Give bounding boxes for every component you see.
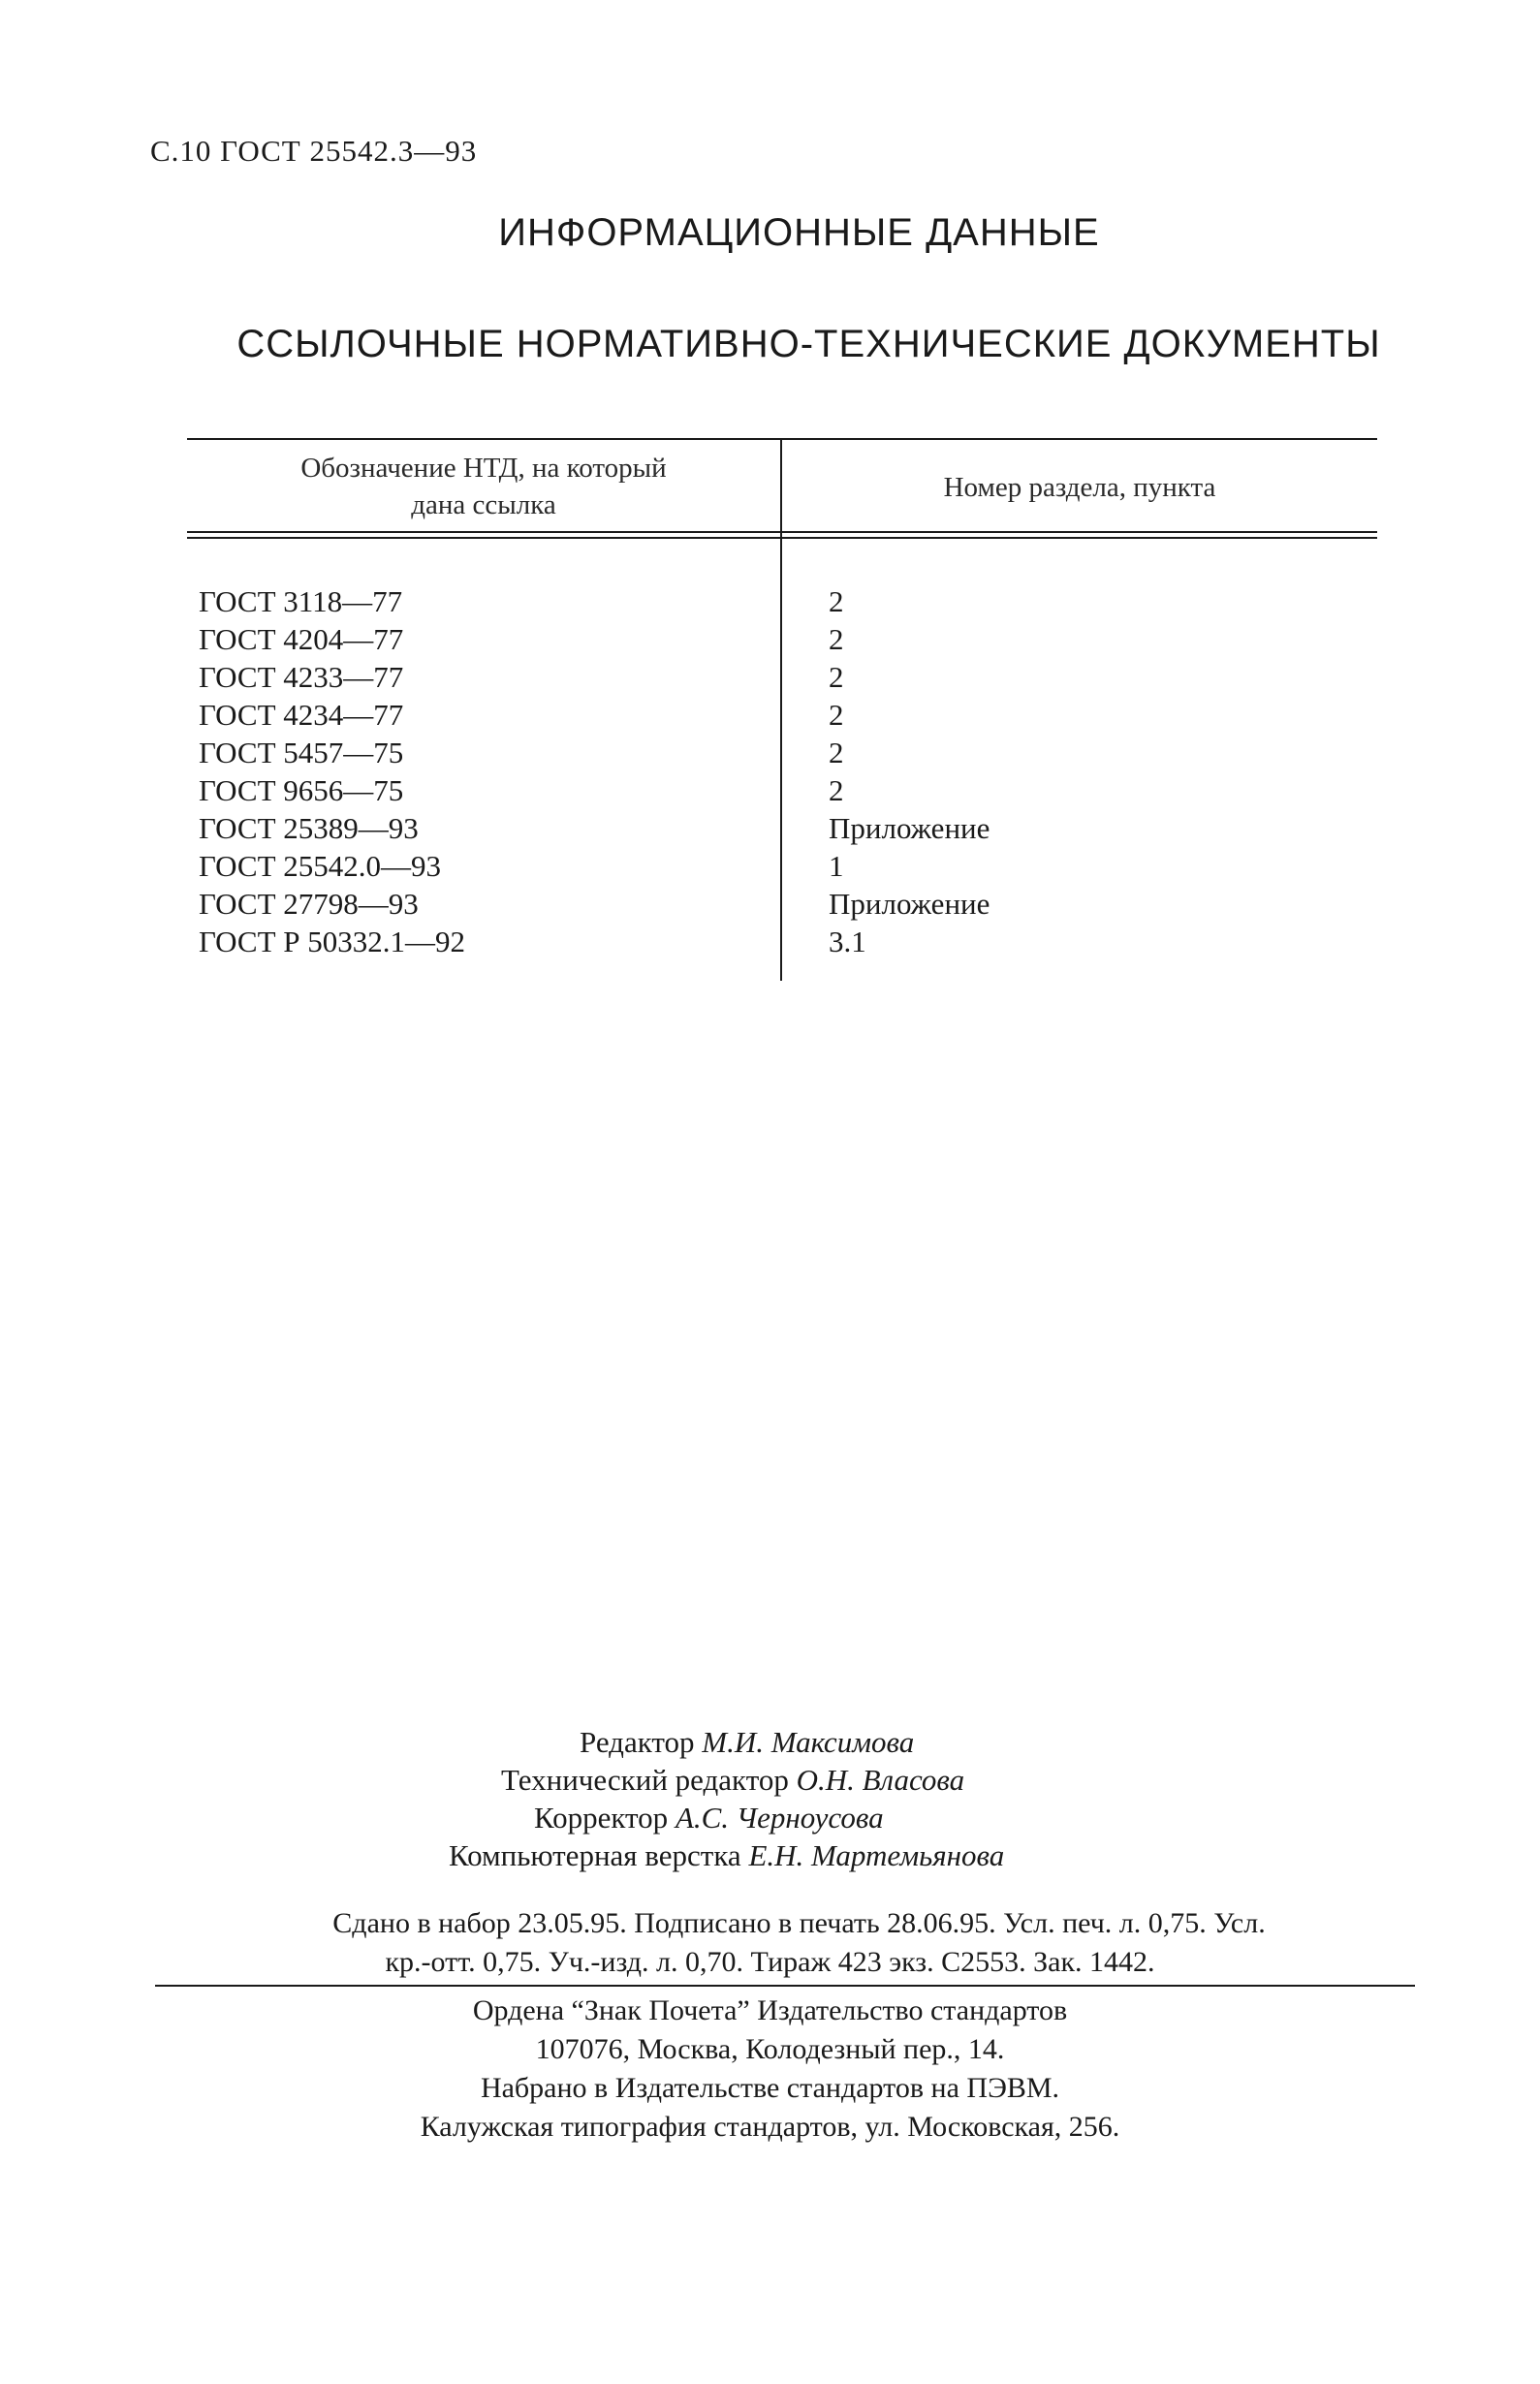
column-header-document-line2: дана ссылка <box>411 489 556 520</box>
tech-editor-label: Технический редактор <box>501 1763 789 1797</box>
editor-name: М.И. Максимова <box>702 1725 915 1759</box>
section-cell: Приложение <box>829 887 990 921</box>
table-header-rule-2 <box>187 537 1377 539</box>
table-row <box>199 809 419 847</box>
tech-editor-line <box>501 1763 964 1798</box>
document-cell: ГОСТ 25389—93 <box>199 811 419 845</box>
document-cell: ГОСТ 9656—75 <box>199 773 404 807</box>
imprint-line-2: кр.-отт. 0,75. Уч.-изд. л. 0,70. Тираж 423 экз. С2553. Зак. 1442. <box>385 1946 1155 1978</box>
column-header-document <box>187 450 780 523</box>
section-cell: 2 <box>829 660 844 694</box>
document-cell: ГОСТ Р 50332.1—92 <box>199 925 466 958</box>
column-header-document-line1: Обозначение НТД, на который <box>300 453 667 484</box>
document-cell: ГОСТ 5457—75 <box>199 736 404 769</box>
proofreader-label: Корректор <box>534 1801 669 1835</box>
imprint-line-5: Набрано в Издательстве стандартов на ПЭВМ. <box>480 2072 1060 2104</box>
table-column-divider <box>780 438 782 981</box>
section-cell: Приложение <box>829 811 990 845</box>
layout-line <box>449 1838 1004 1873</box>
table-row <box>199 696 403 734</box>
imprint-rule <box>155 1985 1415 1987</box>
layout-name: Е.Н. Мартемьянова <box>748 1838 1005 1872</box>
table-row <box>199 620 403 658</box>
column-header-section: Номер раздела, пункта <box>943 472 1216 503</box>
section-cell: 2 <box>829 622 844 656</box>
page-reference: С.10 ГОСТ 25542.3—93 <box>150 134 478 168</box>
section-cell: 2 <box>829 736 844 769</box>
document-cell: ГОСТ 4233—77 <box>199 660 404 694</box>
table-row <box>199 658 403 696</box>
proofreader-name: А.С. Черноусова <box>675 1801 884 1835</box>
imprint-line-3: Ордена “Знак Почета” Издательство стандартов <box>472 1994 1068 2026</box>
document-cell: ГОСТ 4204—77 <box>199 622 404 656</box>
table-top-rule <box>187 438 1377 440</box>
table-row <box>199 771 403 809</box>
document-cell: ГОСТ 25542.0—93 <box>199 849 442 883</box>
document-cell: ГОСТ 3118—77 <box>199 584 403 618</box>
table-row <box>199 923 465 960</box>
imprint-line-4: 107076, Москва, Колодезный пер., 14. <box>535 2033 1005 2065</box>
section-cell: 2 <box>829 584 844 618</box>
tech-editor-name: О.Н. Власова <box>796 1763 965 1797</box>
document-cell: ГОСТ 4234—77 <box>199 698 404 732</box>
document-cell: ГОСТ 27798—93 <box>199 887 419 921</box>
table-row <box>199 582 402 620</box>
table-header-rule-1 <box>187 531 1377 533</box>
table-row <box>199 847 441 885</box>
section-title: ССЫЛОЧНЫЕ НОРМАТИВНО-ТЕХНИЧЕСКИЕ ДОКУМЕНТЫ <box>236 323 1381 365</box>
section-cell: 2 <box>829 698 844 732</box>
imprint-line-6: Калужская типография стандартов, ул. Московская, 256. <box>420 2111 1120 2143</box>
proofreader-line <box>534 1801 884 1835</box>
section-cell: 3.1 <box>829 925 866 958</box>
imprint-line-1: Сдано в набор 23.05.95. Подписано в печать 28.06.95. Усл. печ. л. 0,75. Усл. <box>332 1907 1266 1939</box>
page-title: ИНФОРМАЦИОННЫЕ ДАННЫЕ <box>498 211 1100 254</box>
table-row <box>199 734 403 771</box>
section-cell: 2 <box>829 773 844 807</box>
section-cell: 1 <box>829 849 844 883</box>
editor-line <box>580 1725 914 1760</box>
editor-label: Редактор <box>580 1725 695 1759</box>
table-row <box>199 885 419 923</box>
layout-label: Компьютерная верстка <box>449 1838 741 1872</box>
